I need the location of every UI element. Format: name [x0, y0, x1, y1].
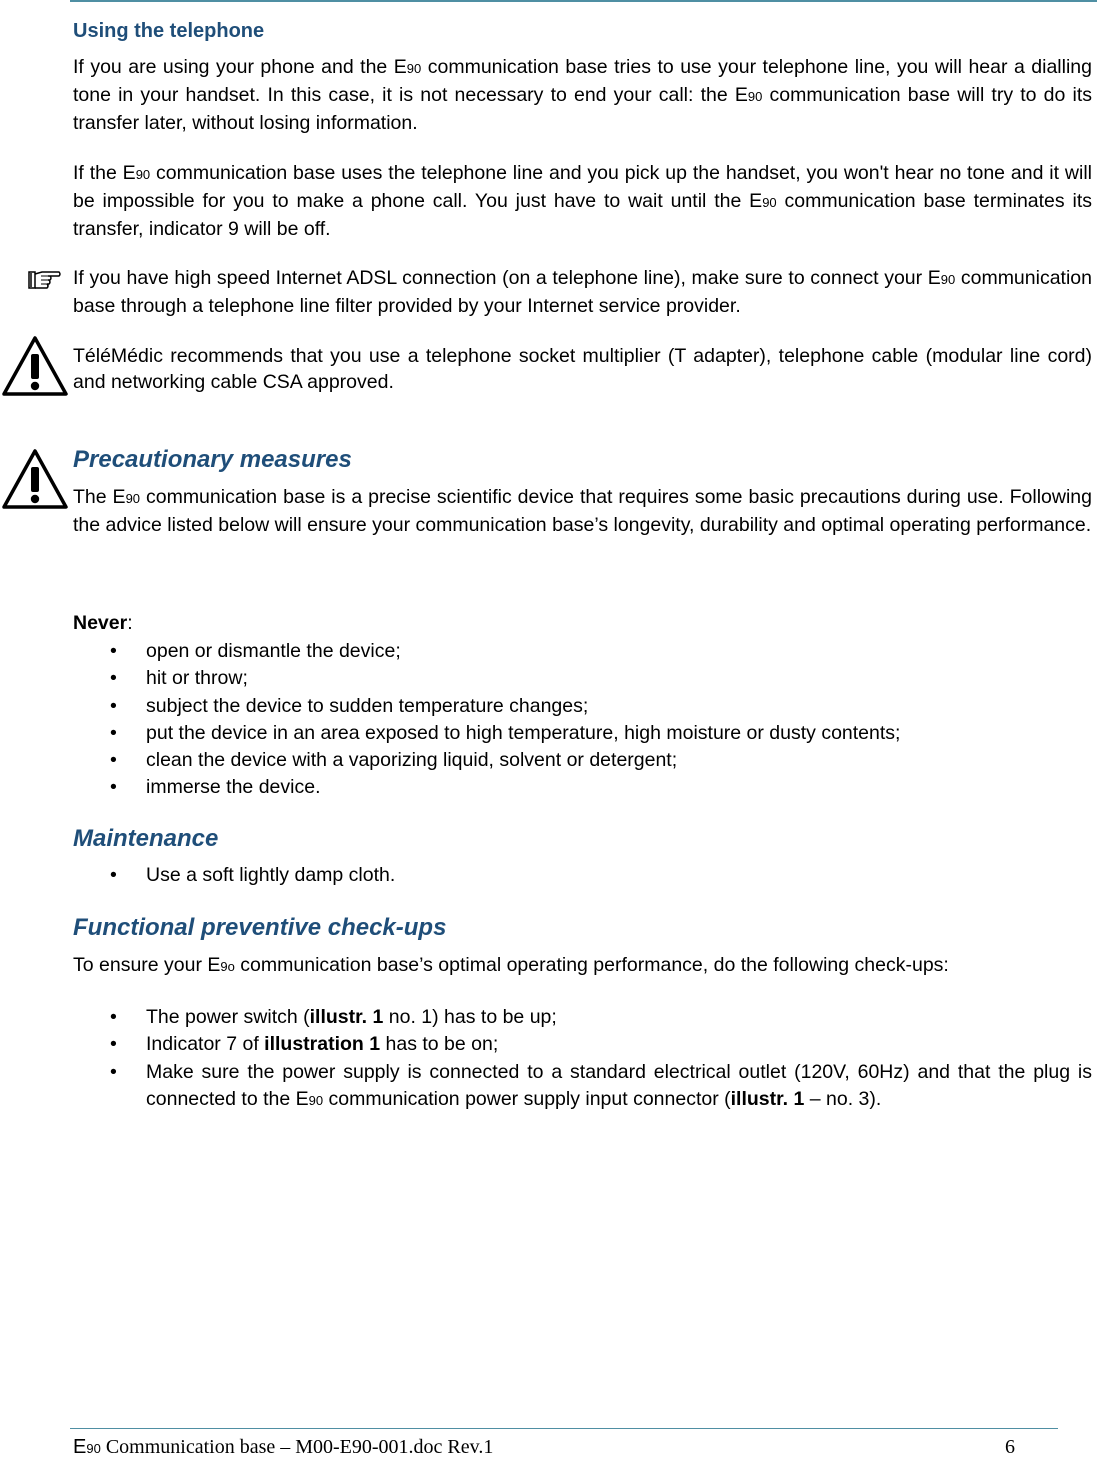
paragraph-adsl-filter: If you have high speed Internet ADSL connection (on a telephone line), make sure to connect your E90 communication base through a telephone line filter provided by your Internet service provider. [73, 267, 1092, 317]
list-item: • Use a soft lightly damp cloth. [110, 864, 396, 886]
never-list [110, 638, 1092, 802]
maintenance-list [110, 862, 1092, 889]
paragraph-precautions: The E90 communication base is a precise scientific device that requires some basic precautions during use. Following the advice listed below will ensure your communication base’s longevity, durability and optimal operating performance. [73, 486, 1093, 536]
section-title-using-telephone: Using the telephone [73, 20, 265, 42]
list-item: • subject the device to sudden temperature changes; [110, 694, 589, 717]
list-item: • hit or throw; [110, 667, 248, 690]
warning-triangle-icon [0, 334, 70, 403]
list-item: • put the device in an area exposed to high temperature, high moisture or dusty contents; [110, 721, 901, 744]
paragraph-line-in-use: If the E90 communication base uses the telephone line and you pick up the handset, you won't hear no tone and it will be impossible for you to make a phone call. You just have to wait until the E90 communication base terminates its transfer, indicator 9 will be off. [73, 162, 1092, 240]
heading-functional-checkups: Functional preventive check-ups [73, 914, 447, 941]
heading-maintenance: Maintenance [73, 825, 219, 852]
never-label: Never: [73, 612, 133, 634]
paragraph-checkups-intro: To ensure your E9o communication base’s optimal operating performance, do the following check-ups: [73, 954, 949, 976]
list-item: • open or dismantle the device; [110, 640, 401, 662]
footer-document-title: E90 Communication base – M00-E90-001.doc Rev.1 [73, 1436, 494, 1458]
page-number: 6 [1005, 1436, 1015, 1458]
warning-triangle-icon [0, 447, 70, 516]
top-rule [70, 0, 1097, 2]
list-item: • Indicator 7 of illustration 1 has to be on; [110, 1033, 499, 1056]
list-item: • The power switch (illustr. 1 no. 1) has to be up; [110, 1006, 557, 1028]
paragraph-using-phone: If you are using your phone and the E90 communication base tries to use your telephone line, you will hear a dialling tone in your handset. In this case, it is not necessary to end your call: the E90 communication base will try to do its transfer later, without losing information. [73, 56, 1093, 134]
list-item: • clean the device with a vaporizing liquid, solvent or detergent; [110, 749, 678, 772]
checkups-list [110, 1004, 1092, 1114]
heading-precautionary-measures: Precautionary measures [73, 446, 352, 473]
pointing-hand-icon [28, 264, 62, 299]
footer-rule [70, 1428, 1058, 1429]
list-item: • immerse the device. [110, 776, 321, 799]
list-item: • Make sure the power supply is connected to a standard electrical outlet (120V, 60Hz) and that the plug is connected to the E90 communication power supply input connector (illustr. 1 – no. 3). [110, 1060, 1092, 1110]
paragraph-telemedic-recommendation: TéléMédic recommends that you use a telephone socket multiplier (T adapter), telephone cable (modular line cord) and networking cable CSA approved. [73, 345, 1092, 393]
